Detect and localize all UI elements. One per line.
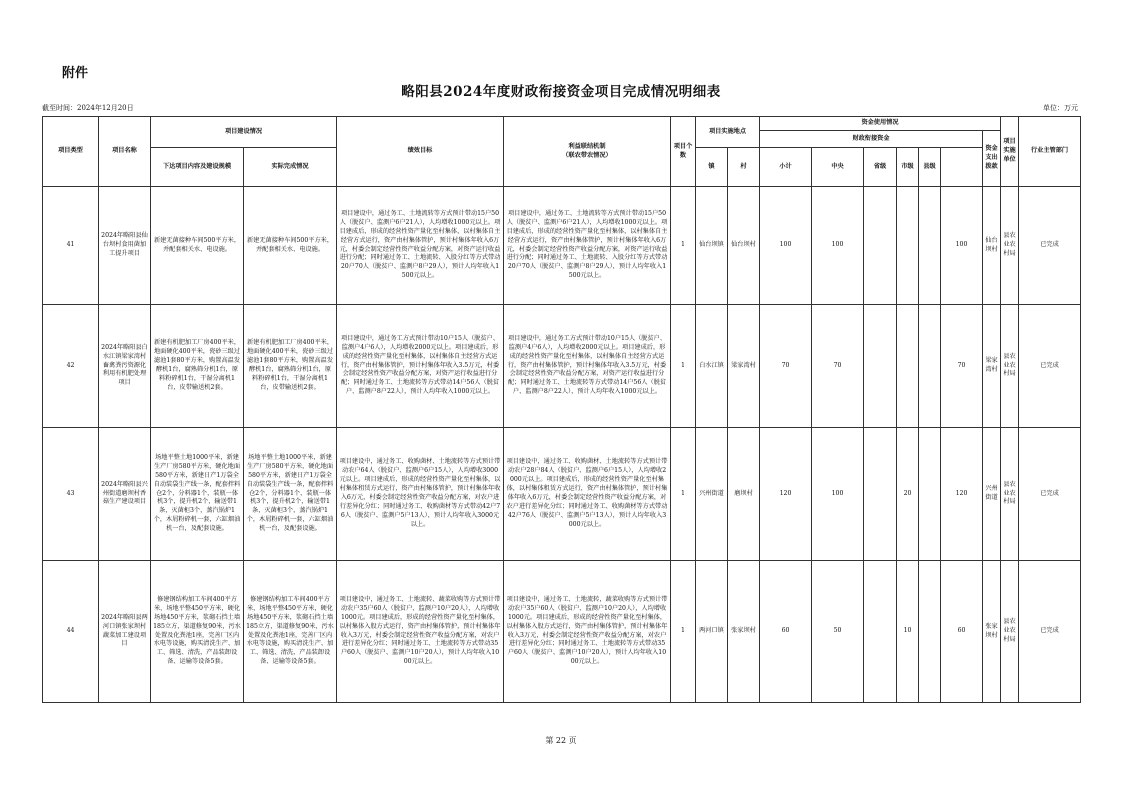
cell-village: 梁家湾村 — [728, 305, 760, 428]
header-goal: 绩效目标 — [337, 117, 504, 187]
cell-central: 100 — [812, 428, 864, 561]
cell-planned: 新建有机肥加工厂房400平米，地面硬化400平米，瓷砂三级过滤池1套80平方米，购置高温发酵机1台，腐熟筛分机1台，原料粉碎机1台，干湿分离机1台，皮带输送机2套。 — [151, 305, 244, 428]
cell-goal: 项目建设中，通过务工、收购菌材、土地流转等方式预计带动农户64人（脱贫户、监测户6户15人），人均增收3000元以上。项目建成后，形成的经营性资产量化至村集体，以村集体租赁方式运行，资产由村集体管护，预计村集体年收入6万元，村委会制定经营性资产收益分配方案，对农户进行差异化分红；同时通过务工、收购菌材等方式带动42户76人（脱贫户、监测户5户13人），预计人均年收入3000元以上。 — [337, 428, 504, 561]
cell-status: 已完成 — [1019, 428, 1081, 561]
table-row — [43, 561, 1081, 703]
cell-town: 兴州街道 — [696, 428, 728, 561]
cell-province — [864, 187, 897, 305]
header-location: 项目实施地点 — [696, 117, 760, 148]
cell-village: 磨坝村 — [728, 428, 760, 561]
header-construction: 项目建设情况 — [151, 117, 337, 148]
header-type: 项目类型 — [43, 117, 99, 187]
project-table — [42, 116, 1081, 703]
cell-status: 已完成 — [1019, 187, 1081, 305]
cell-count: 1 — [671, 305, 696, 428]
cell-dept: 县农业农村局 — [1001, 428, 1019, 561]
cell-city — [897, 187, 919, 305]
cell-benefit: 项目建设中，通过务工、土地流转，蔬菜收购等方式预计带动农户35户60人（脱贫户、监测户10户20人），人均增收1000元。项目建成后，形成的经营性资产量化至村集体，以村集体入股方式运行，资产由村集体管护，预计村集体年收入3万元，村委会制定经营性资产收益分配方案，对农户进行差异化分红；同时通过务工、土地流转等方式带动35户60人（脱贫户、监测户10户20人），预计人均年收入1000元以上。 — [504, 561, 671, 703]
cell-spent: 120 — [941, 428, 983, 561]
cell-count: 1 — [671, 428, 696, 561]
header-dept: 行业主管部门 — [1019, 117, 1081, 187]
cell-central: 50 — [812, 561, 864, 703]
cell-province — [864, 305, 897, 428]
cell-benefit: 项目建设中，通过务工、收购菌材、土地流转等方式预计带动农户28户84人（脱贫户、监测户6户15人），人均增收2000元以上。项目建成后，形成的经营性资产量化至村集体，以村集体租赁方式运行，资产由村集体管护，预计村集体年收入6万元，村委会制定经营性资产收益分配方案，对农户进行差异化分红；同时通过务工、收购菌材等方式带动42户76人（脱贫户、监测户5户13人），预计人均年收入3000元以上。 — [504, 428, 671, 561]
cell-name: 2024年略阳县仙台坝村食用菌加工提升项目 — [99, 187, 151, 305]
cell-type: 41 — [43, 187, 99, 305]
header-actual: 实际完成情况 — [244, 148, 337, 187]
cell-count: 1 — [671, 561, 696, 703]
cell-name: 2024年略阳县兴州街道磨坝村香菇生产建设项目 — [99, 428, 151, 561]
cell-goal: 项目建设中，通过务工、土地流转等方式预计带动15户50人（脱贫户、监测户6户21人），人均增收1000元以上。项目建成后，形成的经营性资产量化至村集体，以村集体自主经营方式运行，资产由村集体管护，预计村集体年收入6万元，村委会制定经营性资产收益分配方案，对资产运行收益进行分配；同时通过务工、土地流转、入股分红等方式带动20户70人（脱贫户、监测户8户29人），预计人均年收入1500元以上。 — [337, 187, 504, 305]
header-city: 市级 — [897, 148, 919, 187]
attachment-label: 附件 — [62, 66, 89, 81]
header-funds: 资金使用情况 — [760, 117, 1001, 131]
header-subtotal: 小计 — [760, 148, 812, 187]
cell-town: 两河口镇 — [696, 561, 728, 703]
cell-implementer: 仙台坝村 — [983, 187, 1001, 305]
cell-town: 仙台坝镇 — [696, 187, 728, 305]
cell-goal: 项目建设中，通过务工方式预计带动10户15人（脱贫户、监测户4户6人），人均增收2000元以上。项目建成后，形成的经营性资产量化至村集体，以村集体自主经营方式运行，资产由村集体管护，预计村集体年收入3.5万元，村委会制定经营性资产收益分配方案，对资产运行收益进行分配；同时通过务工、土地流转等方式带动14户56人（脱贫户、监测户8户22人），预计人均年收入1000元以上。 — [337, 305, 504, 428]
header-implementer: 项目实施单位 — [1001, 117, 1019, 187]
cell-implementer: 兴州街道 — [983, 428, 1001, 561]
cell-county — [919, 428, 941, 561]
cell-town: 白水江镇 — [696, 305, 728, 428]
cell-type: 43 — [43, 428, 99, 561]
cell-actual: 新建无菌接种车间500平方米，并配套相关水、电设施。 — [244, 187, 337, 305]
header-town: 镇 — [696, 148, 728, 187]
cell-goal: 项目建设中，通过务工、土地流转、蔬菜收购等方式预计带动农户35户60人（脱贫户、监测户10户20人），人均增收1000元。项目建成后，形成的经营性资产量化至村集体，以村集体入股方式运行，资产由村集体管护，预计村集体年收入3万元，村委会制定经营性资产收益分配方案，对农户进行差异化分红；同时通过务工、土地流转等方式带动35户60人（脱贫户、监测户10户20人），预计人均年收入1000元以上。 — [337, 561, 504, 703]
cell-spent: 70 — [941, 305, 983, 428]
header-planned: 下达项目内容及建设规模 — [151, 148, 244, 187]
cell-actual: 修建钢结构加工车间400平方米，场地平整450平方米，硬化场地450平方米，浆砌石挡土墙185立方，渠道修复90米，污水处置及化粪池1座，完善厂区内水电等设施，购买清洗生产、加工、筛选、清洗，产品装卸设备、运输等设备5套。 — [244, 561, 337, 703]
cell-planned: 新建无菌接种车间500平方米，并配套相关水、电设施。 — [151, 187, 244, 305]
cell-city — [897, 305, 919, 428]
cell-name: 2024年略阳县两河口镇张家坝村蔬菜加工建设项目 — [99, 561, 151, 703]
cell-subtotal: 70 — [760, 305, 812, 428]
cell-status: 已完成 — [1019, 305, 1081, 428]
header-benefit: 利益联结机制 （联农带农情况） — [504, 117, 671, 187]
header-name: 项目名称 — [99, 117, 151, 187]
header-province: 省级 — [864, 148, 897, 187]
cell-province — [864, 561, 897, 703]
cell-count: 1 — [671, 187, 696, 305]
cell-county — [919, 305, 941, 428]
cell-city: 10 — [897, 561, 919, 703]
cell-actual: 新建有机肥加工厂房400平米，地面硬化400平米，瓷砂三级过滤池1套80平方米，购置高温发酵机1台，腐熟筛分机1台，原料粉碎机1台，干湿分离机1台，皮带输送机2套。 — [244, 305, 337, 428]
cell-central: 70 — [812, 305, 864, 428]
cell-central: 100 — [812, 187, 864, 305]
cell-implementer: 张家坝村 — [983, 561, 1001, 703]
cell-subtotal: 60 — [760, 561, 812, 703]
cell-dept: 县农业农村局 — [1001, 561, 1019, 703]
header-fiscal: 财政衔接资金 — [760, 131, 983, 148]
cell-village: 仙台坝村 — [728, 187, 760, 305]
cell-province — [864, 428, 897, 561]
page-number: 第 22 页 — [545, 736, 577, 745]
cell-type: 42 — [43, 305, 99, 428]
cell-spent: 60 — [941, 561, 983, 703]
cell-type: 44 — [43, 561, 99, 703]
cutoff-date: 截至时间：2024年12月20日 — [42, 104, 134, 112]
table-row — [43, 428, 1081, 561]
page-title: 略阳县2024年度财政衔接资金项目完成情况明细表 — [401, 84, 721, 100]
header-central: 中央 — [812, 148, 864, 187]
unit-label: 单位：万元 — [1043, 104, 1078, 112]
cell-subtotal: 100 — [760, 187, 812, 305]
header-count: 项目个数 — [671, 117, 696, 187]
table-row — [43, 305, 1081, 428]
cell-planned: 场地平整土地1000平米，新建生产厂房580平方米，硬化地面580平方米，新建日产1万袋全自动装袋生产线一条，配套拌料仓2个，分料器1个，装瓶一体机3个，提升机2个，输送带1条，灭菌柜3个，蒸汽锅炉1个，木屑粉碎机一套，六缸烟油机一台，及配套设施。 — [151, 428, 244, 561]
header-spent: 资金支出拨款 — [983, 131, 1001, 187]
cell-dept: 县农业农村局 — [1001, 305, 1019, 428]
cell-name: 2024年略阳县白水江镇梁家湾村畜禽粪污资源化利用有机肥处理项目 — [99, 305, 151, 428]
table-row — [43, 187, 1081, 305]
cell-county — [919, 561, 941, 703]
cell-county — [919, 187, 941, 305]
cell-subtotal: 120 — [760, 428, 812, 561]
header-village: 村 — [728, 148, 760, 187]
cell-planned: 修建钢结构加工车间400平方米，场地平整450平方米，硬化场地450平方米，浆砌石挡土墙185立方，渠道修复90米，污水处置及化粪池1座，完善厂区内水电等设施，购买清洗生产、加工、筛选、清洗，产品装卸设备、运输等设备5套。 — [151, 561, 244, 703]
header-county: 县级 — [919, 148, 941, 187]
cell-actual: 场地平整土地1000平米，新建生产厂房580平方米，硬化地面580平方米，新建日产1万袋全自动装袋生产线一条，配套拌料仓2个，分料器1个，装瓶一体机3个，提升机2个，输送带1条，灭菌柜3个，蒸汽锅炉1个，木屑粉碎机一套，六缸烟油机一台，及配套设施。 — [244, 428, 337, 561]
cell-village: 张家坝村 — [728, 561, 760, 703]
cell-dept: 县农业农村局 — [1001, 187, 1019, 305]
cell-status: 已完成 — [1019, 561, 1081, 703]
cell-implementer: 梁家湾村 — [983, 305, 1001, 428]
cell-city: 20 — [897, 428, 919, 561]
cell-benefit: 项目建设中，通过务工、土地流转等方式预计带动15户50人（脱贫户、监测户6户21人），人均增收1000元以上。项目建成后，形成的经营性资产量化至村集体，以村集体自主经营方式运行，资产由村集体管护，预计村集体年收入6万元，村委会制定经营性资产收益分配方案，对资产运行收益进行分配；同时通过务工、土地流转、入股分红等方式带动20户70人（脱贫户、监测户8户29人），预计人均年收入1500元以上。 — [504, 187, 671, 305]
cell-benefit: 项目建设中，通过务工方式预计带动10户15人（脱贫户、监测户4户6人），人均增收2000元以上。项目建成后，形成的经营性资产量化至村集体，以村集体自主经营方式运行，资产由村集体管护，预计村集体年收入3.5万元，村委会制定经营性资产收益分配方案，对资产运行收益进行分配；同时通过务工、土地流转等方式带动14户56人（脱贫户、监测户8户22人），预计人均年收入1000元以上。 — [504, 305, 671, 428]
cell-spent: 100 — [941, 187, 983, 305]
